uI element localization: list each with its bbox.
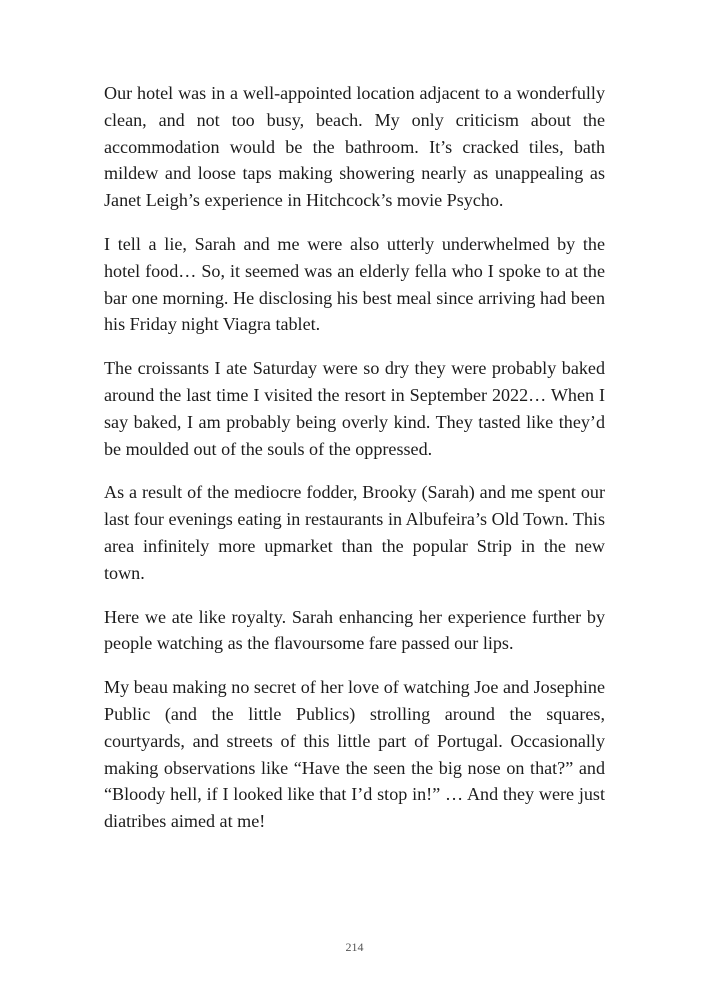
paragraph-4: As a result of the mediocre fodder, Brooky (Sarah) and me spent our last four evenings eating in restaurants in Albufeira’s Old Town. This area infinitely more upmarket than the popular Strip in the new town. xyxy=(104,482,605,583)
paragraph-3: The croissants I ate Saturday were so dry they were probably baked around the last time I visited the resort in September 2022… When I say baked, I am probably being overly kind. They tasted like they’d be moulded out of the souls of the oppressed. xyxy=(104,358,605,459)
paragraph-5: Here we ate like royalty. Sarah enhancing her experience further by people watching as the flavoursome fare passed our lips. xyxy=(104,606,605,654)
paragraph-1: Our hotel was in a well-appointed location adjacent to a wonderfully clean, and not too busy, beach. My only criticism about the accommodation would be the bathroom. It’s cracked tiles, bath mildew and loose taps making showering nearly as unappealing as Janet Leigh’s experience in Hitchcock’s movie Psycho. xyxy=(104,83,605,211)
body-text xyxy=(104,80,605,852)
paragraph-2: I tell a lie, Sarah and me were also utterly underwhelmed by the hotel food… So, it seemed was an elderly fella who I spoke to at the bar one morning. He disclosing his best meal since arriving had been his Friday night Viagra tablet. xyxy=(104,233,605,335)
page-number: 214 xyxy=(345,940,364,954)
paragraph-6: My beau making no secret of her love of watching Joe and Josephine Public (and the little Publics) strolling around the squares, courtyards, and streets of this little part of Portugal. Occasionally making observations like “Have the seen the big nose on that?” and “Bloody hell, if I looked like that I’d stop in!” … And they were just diatribes aimed at me! xyxy=(104,677,605,832)
